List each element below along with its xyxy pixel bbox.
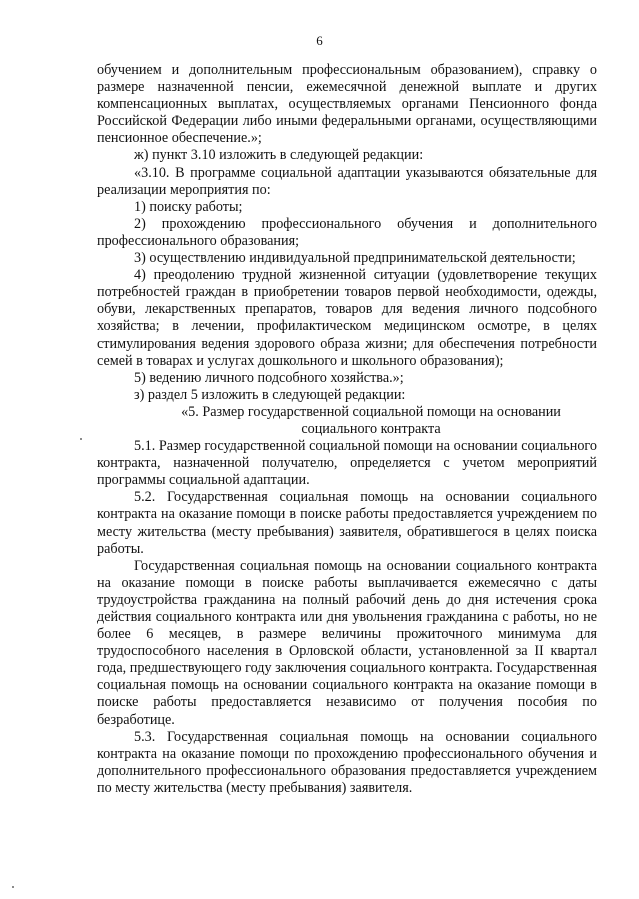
paragraph-item-z: з) раздел 5 изложить в следующей редакции: <box>134 386 406 403</box>
document-body <box>97 62 597 797</box>
scan-artifact-dot <box>12 886 14 888</box>
paragraph-clause-3-10: «3.10. В программе социальной адаптации указываются обязательные для реализации мероприятия по: <box>97 164 597 198</box>
list-item-job-search: 1) поиску работы; <box>134 198 243 215</box>
list-item-professional-training: 2) прохождению профессионального обучения и дополнительного профессионального образования; <box>97 215 597 249</box>
clause-5-2: 5.2. Государственная социальная помощь на основании социального контракта на оказание помощи в поиске работы предоставляется учреждением по месту жительства (месту пребывания) заявителя, обратившегося в целях поиска работы. <box>97 489 597 557</box>
clause-5-3: 5.3. Государственная социальная помощь на основании социального контракта на оказание помощи по прохождению профессионального обучения и дополнительного профессионального образования предоставляется учреждением по месту жительства (месту пребывания) заявителя. <box>97 728 597 796</box>
clause-5-2-continuation: Государственная социальная помощь на основании социального контракта на оказание помощи в поиске работы выплачивается ежемесячно с даты трудоустройства гражданина на полный рабочий день до дня истечения срока действия социального контракта или дня увольнения гражданина с работы, но не более 6 месяцев, в размере величины прожиточного минимума для трудоспособного населения в Орловской области, установленной за II квартал года, предшествующего году заключения социального контракта. Государственная социальная помощь на основании социального контракта на оказание помощи в поиске работы предоставляется независимо от получения пособия по безработице. <box>97 557 597 728</box>
paragraph-item-zh: ж) пункт 3.10 изложить в следующей редакции: <box>134 147 424 164</box>
paragraph-continuation: обучением и дополнительным профессиональным образованием), справку о размере назначенной пенсии, ежемесячной денежной выплате и других компенсационных выплатах, осуществляемых органами Пенсионного фонда Российской Федерации либо иными федеральными органами, осуществляющими пенсионное обеспечение.»; <box>97 62 597 147</box>
list-item-hardship: 4) преодолению трудной жизненной ситуации (удовлетворение текущих потребностей граждан в приобретении товаров первой необходимости, одежды, обуви, лекарственных препаратов, товаров для ведения личного подсобного хозяйства; в лечении, профилактическом медицинском осмотре, в целях стимулирования ведения здорового образа жизни; для обеспечения потребности семей в товарах и услугах дошкольного и школьного образования); <box>97 267 597 369</box>
list-item-entrepreneurship: 3) осуществлению индивидуальной предпринимательской деятельности; <box>134 250 576 267</box>
list-item-household: 5) ведению личного подсобного хозяйства.»; <box>134 369 404 386</box>
clause-5-1: 5.1. Размер государственной социальной помощи на основании социального контракта, назначенной получателю, определяется с учетом мероприятий программы социальной адаптации. <box>97 438 597 489</box>
section-5-heading: «5. Размер государственной социальной помощи на основании социального контракта <box>181 403 561 437</box>
page-number: 6 <box>316 33 323 48</box>
scan-artifact-dot <box>80 438 82 440</box>
